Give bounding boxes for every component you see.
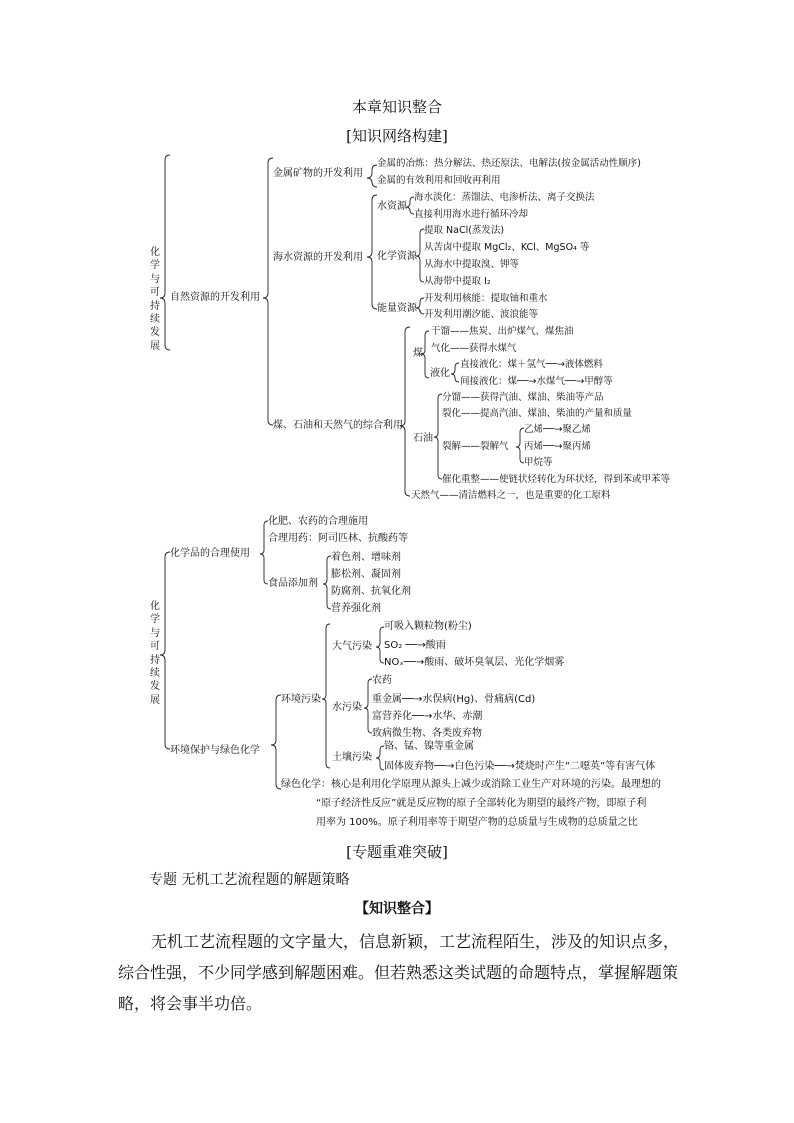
leaf-colorant: 着色剂、增味剂 — [331, 552, 401, 563]
body-line-1: 无机工艺流程题的文字量大，信息新颖，工艺流程陌生，涉及的知识点多， — [151, 932, 680, 951]
section-heading-knowledge-network: [知识网络构建] — [346, 127, 448, 145]
green-chemistry-line-1: 绿色化学：核心是利用化学原理从源头上减少或消除工业生产对环境的污染。最理想的 — [281, 779, 661, 790]
body-line-2: 综合性强，不少同学感到解题困难。但若熟悉这类试题的命题特点，掌握解题策 — [118, 963, 679, 982]
body-line-3: 略，将会事半功倍。 — [118, 994, 263, 1013]
node-energy-resources: 能量资源 — [377, 303, 417, 314]
leaf-indirect-liquefaction: 间接液化：煤──→水煤气──→甲醇等 — [460, 376, 613, 387]
leaf-eutrophication: 富营养化──→水华、赤潮 — [372, 711, 483, 722]
leaf-catalytic-reforming: 催化重整——使链状烃转化为环状烃，得到苯或甲苯等 — [442, 474, 671, 485]
node-seawater-resources: 海水资源的开发利用 — [273, 252, 363, 263]
leaf-iodine: 从海带中提取 I₂ — [424, 276, 491, 287]
green-chemistry-line-3: 用率为 100%。原子利用率等于期望产物的总质量与生成物的总质量之比 — [316, 817, 638, 828]
leaf-fractional-distillation: 分馏——获得汽油、煤油、柴油等产品 — [442, 392, 604, 403]
leaf-nacl: 提取 NaCl(蒸发法) — [424, 225, 505, 236]
leaf-so2: SO₂ ──→酸雨 — [384, 640, 446, 651]
node-liquefaction: 液化 — [430, 368, 450, 379]
leaf-medicine: 合理用药：阿司匹林、抗酸药等 — [268, 533, 408, 544]
page-title: 本章知识整合 — [351, 98, 442, 116]
topic-heading: 专题 无机工艺流程题的解题策略 — [149, 872, 350, 888]
leaf-desalination: 海水淡化：蒸馏法、电渗析法、离子交换法 — [414, 192, 595, 203]
leaf-metal-recycling: 金属的有效利用和回收再利用 — [377, 175, 501, 186]
knowledge-integration-heading: 【知识整合】 — [355, 901, 439, 917]
leaf-pyrolysis: 裂解——裂解气 — [442, 441, 509, 452]
node-air-pollution: 大气污染 — [332, 641, 372, 652]
leaf-soil-metals: 铬、锰、镍等重金属 — [384, 741, 474, 752]
green-chemistry-line-2: “原子经济性反应”就是反应物的原子全部转化为期望的最终产物，即原子利 — [316, 798, 647, 809]
leaf-cooling: 直接利用海水进行循环冷却 — [414, 209, 529, 220]
node-water-pollution: 水污染 — [332, 702, 362, 713]
leaf-coal-distillation: 干馏——焦炭、出炉煤气、煤焦油 — [431, 326, 574, 337]
tree1-root-label: 化学与可持续发展 — [150, 247, 160, 352]
leaf-coal-gasification: 气化——获得水煤气 — [431, 343, 517, 354]
leaf-microbes: 致病微生物、各类废弃物 — [372, 728, 482, 739]
node-chemical-use: 化学品的合理使用 — [170, 548, 250, 559]
tree2-root-label: 化学与可持续发展 — [150, 601, 160, 706]
leaf-solid-waste: 固体废弃物──→白色污染──→焚烧时产生“二噁英”等有害气体 — [384, 761, 656, 772]
node-food-additives: 食品添加剂 — [268, 578, 318, 589]
leaf-direct-liquefaction: 直接液化：煤＋氢气──→液体燃料 — [460, 359, 603, 370]
leaf-preservative: 防腐剂、抗氧化剂 — [331, 586, 411, 597]
leaf-heavy-metal: 重金属──→水俣病(Hg)、骨痛病(Cd) — [372, 694, 536, 705]
node-natural-resources: 自然资源的开发利用 — [170, 292, 260, 303]
leaf-cracking: 裂化——提高汽油、煤油、柴油的产量和质量 — [442, 408, 633, 419]
leaf-nox: NOₓ──→酸雨、破坏臭氧层、光化学烟雾 — [384, 657, 565, 668]
node-chemical-resources: 化学资源 — [377, 251, 417, 262]
leaf-tidal: 开发利用潮汐能、波浪能等 — [424, 309, 539, 320]
leaf-nutrient: 营养强化剂 — [331, 603, 381, 614]
node-petroleum: 石油 — [413, 433, 433, 444]
node-water-resources: 水资源 — [377, 201, 407, 212]
node-pollution: 环境污染 — [281, 694, 321, 705]
leaf-particulates: 可吸入颗粒物(粉尘) — [384, 621, 472, 632]
leaf-leavening: 膨松剂、凝固剂 — [331, 569, 401, 580]
leaf-pesticide: 农药 — [372, 675, 392, 686]
leaf-natural-gas: 天然气——清洁燃料之一，也是重要的化工原料 — [411, 490, 611, 501]
leaf-methane: 甲烷等 — [524, 457, 553, 468]
section-heading-key-topics: [专题重难突破] — [346, 843, 448, 861]
leaf-ethylene: 乙烯──→聚乙烯 — [524, 424, 591, 435]
node-metal-minerals: 金属矿物的开发利用 — [273, 168, 363, 179]
leaf-propylene: 丙烯──→聚丙烯 — [524, 441, 591, 452]
node-fossil-fuels: 煤、石油和天然气的综合利用 — [273, 420, 403, 431]
leaf-metal-smelting: 金属的冶炼：热分解法、热还原法、电解法(按金属活动性顺序) — [377, 158, 641, 169]
node-soil-pollution: 土壤污染 — [332, 752, 372, 763]
leaf-nuclear: 开发利用核能：提取铀和重水 — [424, 293, 548, 304]
leaf-fertilizer: 化肥、农药的合理施用 — [268, 516, 368, 527]
node-environment: 环境保护与绿色化学 — [170, 745, 260, 756]
node-coal: 煤 — [413, 348, 423, 359]
leaf-bittern: 从苦卤中提取 MgCl₂、KCl、MgSO₄ 等 — [424, 242, 590, 253]
leaf-bromine: 从海水中提取溴、钾等 — [424, 259, 520, 270]
